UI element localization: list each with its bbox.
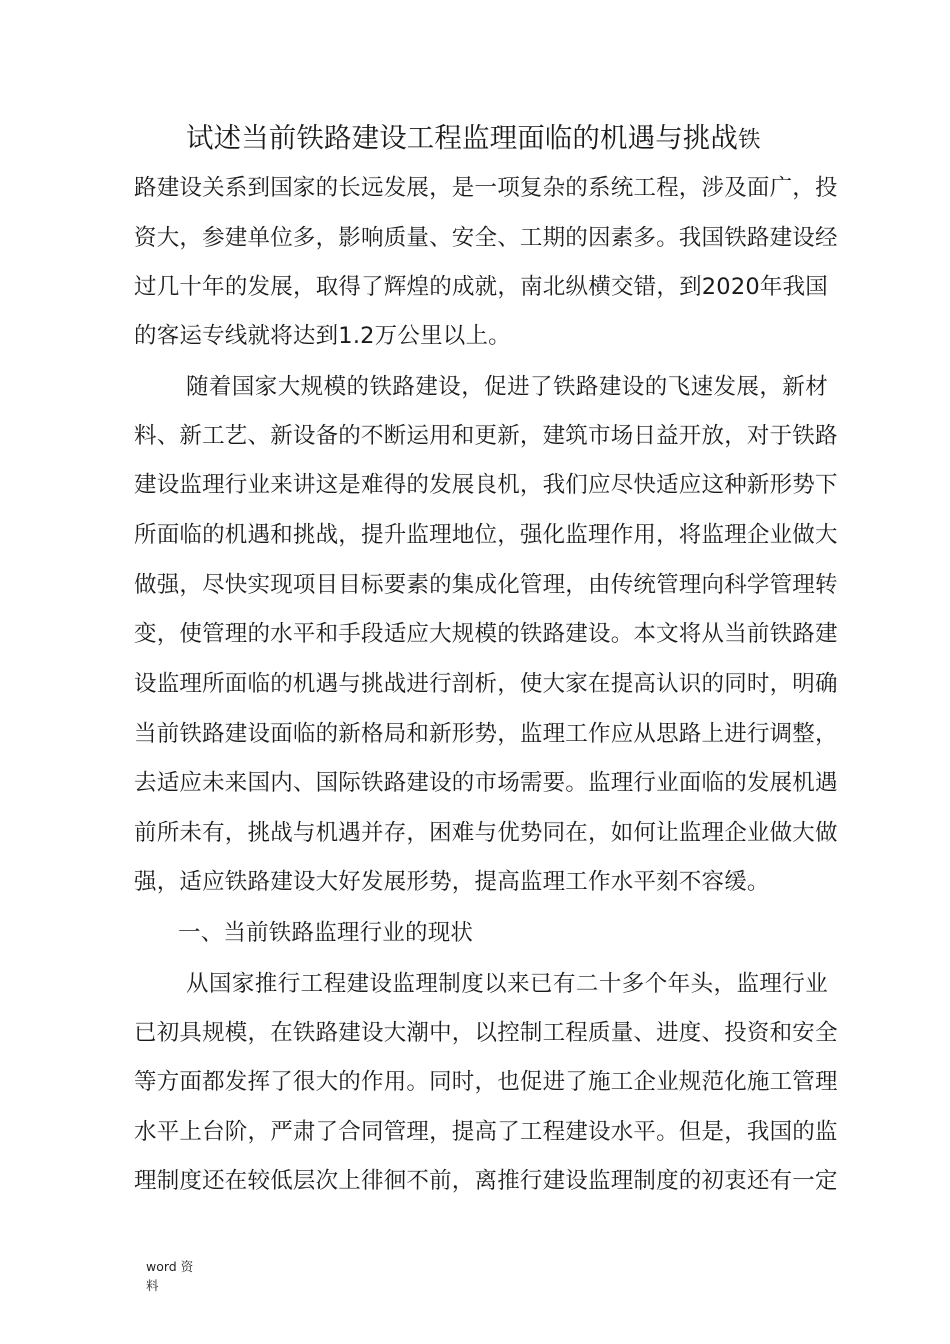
body-line: 前所未有，挑战与机遇并存，困难与优势同在，如何让监理企业做大做 [134,820,838,846]
body-line: 等方面都发挥了很大的作用。同时，也促进了施工企业规范化施工管理 [134,1069,838,1095]
body-line: 过几十年的发展，取得了辉煌的成就，南北纵横交错，到2020年我国 [134,274,828,300]
body-line: 建设监理行业来讲这是难得的发展良机，我们应尽快适应这种新形势下 [134,472,838,498]
body-line: 路建设关系到国家的长远发展，是一项复杂的系统工程，涉及面广，投 [134,175,838,201]
footer-line-1: word 资 [146,1259,194,1274]
body-line: 变，使管理的水平和手段适应大规模的铁路建设。本文将从当前铁路建 [134,621,838,647]
body-line: 所面临的机遇和挑战，提升监理地位，强化监理作用，将监理企业做大 [134,522,838,548]
body-line: 资大，参建单位多，影响质量、安全、工期的因素多。我国铁路建设经 [134,225,838,251]
body-line: 已初具规模，在铁路建设大潮中，以控制工程质量、进度、投资和安全 [134,1020,838,1046]
footer-line-2: 料 [146,1278,159,1293]
document-title: 试述当前铁路建设工程监理面临的机遇与挑战 [186,122,738,154]
body-line: 做强，尽快实现项目目标要素的集成化管理，由传统管理向科学管理转 [134,572,838,598]
body-line: 当前铁路建设面临的新格局和新形势，监理工作应从思路上进行调整， [134,721,838,747]
section-heading: 一、当前铁路监理行业的现状 [178,920,474,946]
body-line: 强，适应铁路建设大好发展形势，提高监理工作水平刻不容缓。 [134,869,770,895]
footer-watermark [146,1257,206,1295]
body-line: 去适应未来国内、国际铁路建设的市场需要。监理行业面临的发展机遇 [134,770,838,796]
body-line: 理制度还在较低层次上徘徊不前，离推行建设监理制度的初衷还有一定 [134,1168,838,1194]
body-line: 从国家推行工程建设监理制度以来已有二十多个年头，监理行业 [186,971,828,997]
body-line: 的客运专线就将达到1.2万公里以上。 [134,323,511,349]
title-tail-text: 铁 [738,127,761,153]
body-line: 设监理所面临的机遇与挑战进行剖析，使大家在提高认识的同时，明确 [134,671,838,697]
body-line: 水平上台阶，严肃了合同管理，提高了工程建设水平。但是，我国的监 [134,1119,838,1145]
document-title-row [186,118,828,158]
body-line: 随着国家大规模的铁路建设，促进了铁路建设的飞速发展，新材 [186,374,828,400]
body-line: 料、新工艺、新设备的不断运用和更新，建筑市场日益开放，对于铁路 [134,423,838,449]
